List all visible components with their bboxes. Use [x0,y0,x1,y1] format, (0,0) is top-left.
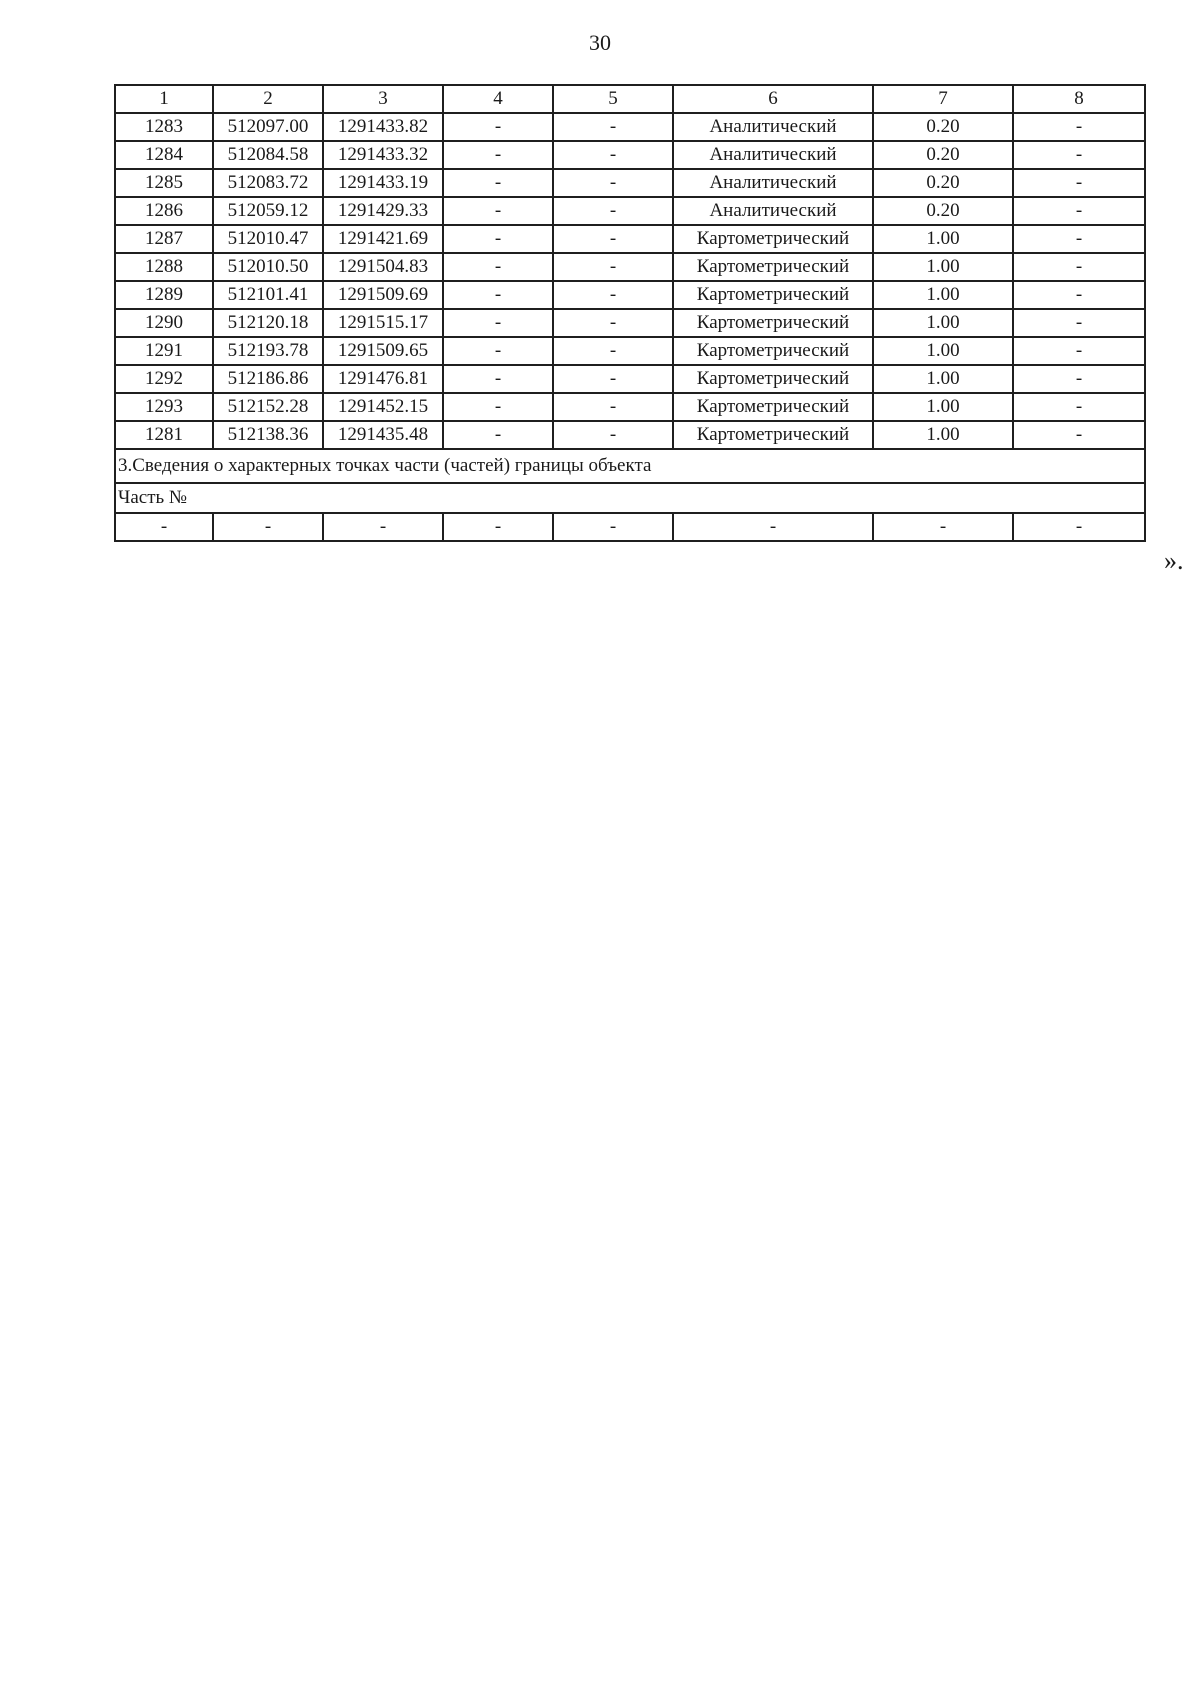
table-cell-col-1: 1286 [115,197,213,225]
table-cell-col-6: - [673,513,873,541]
coordinates-table-container [114,84,1144,542]
table-cell-col-4: - [443,365,553,393]
table-cell-col-6: Картометрический [673,309,873,337]
table-cell-col-5: - [553,393,673,421]
table-cell-col-7: 0.20 [873,113,1013,141]
table-cell-col-7: 1.00 [873,365,1013,393]
table-cell-col-4: - [443,309,553,337]
table-row [115,365,1145,393]
table-cell-col-4: - [443,253,553,281]
table-row [115,337,1145,365]
table-cell-col-3: 1291452.15 [323,393,443,421]
table-cell-col-8: - [1013,365,1145,393]
table-cell-col-6: Картометрический [673,393,873,421]
table-row [115,309,1145,337]
table-cell-col-8: - [1013,421,1145,449]
table-cell-col-8: - [1013,337,1145,365]
table-cell-col-7: 0.20 [873,197,1013,225]
table-cell-col-1: 1292 [115,365,213,393]
table-cell-col-4: - [443,513,553,541]
table-cell-col-1: 1281 [115,421,213,449]
table-cell-col-1: 1289 [115,281,213,309]
table-cell-col-5: - [553,513,673,541]
table-cell-col-7: 1.00 [873,253,1013,281]
table-cell-col-1: 1 [115,85,213,113]
table-cell-col-3: 3 [323,85,443,113]
table-cell-col-8: - [1013,113,1145,141]
table-cell-col-2: 512084.58 [213,141,323,169]
table-cell-col-2: 512193.78 [213,337,323,365]
table-cell-col-8: 8 [1013,85,1145,113]
table-cell-col-4: - [443,225,553,253]
table-cell-col-2: 512120.18 [213,309,323,337]
table-cell-col-3: 1291429.33 [323,197,443,225]
table-cell-col-5: - [553,169,673,197]
table-cell-col-6: Картометрический [673,365,873,393]
table-cell-col-1: - [115,513,213,541]
table-cell-col-2: 2 [213,85,323,113]
table-cell-col-2: 512010.47 [213,225,323,253]
table-cell-col-6: Картометрический [673,421,873,449]
table-cell-col-6: Картометрический [673,281,873,309]
table-cell-col-3: 1291433.19 [323,169,443,197]
table-cell-col-3: 1291433.82 [323,113,443,141]
table-cell-col-1: 1288 [115,253,213,281]
table-cell-col-7: 1.00 [873,337,1013,365]
table-cell-col-2: 512101.41 [213,281,323,309]
table-header-row [115,85,1145,113]
table-cell-col-7: 7 [873,85,1013,113]
table-cell-col-5: - [553,365,673,393]
part-label-row [115,483,1145,513]
table-cell-col-6: Картометрический [673,225,873,253]
table-cell-col-2: 512010.50 [213,253,323,281]
table-cell-col-2: 512097.00 [213,113,323,141]
table-cell-col-4: - [443,421,553,449]
table-row [115,197,1145,225]
table-cell-col-5: - [553,141,673,169]
table-row [115,225,1145,253]
table-cell-col-4: - [443,113,553,141]
part-values-row [115,513,1145,541]
table-cell-col-4: - [443,169,553,197]
table-cell-col-6: Картометрический [673,253,873,281]
table-cell-col-5: - [553,253,673,281]
table-cell-col-6: Аналитический [673,141,873,169]
table-cell-col-6: Аналитический [673,113,873,141]
table-cell-col-4: 4 [443,85,553,113]
table-cell-col-3: 1291509.69 [323,281,443,309]
table-cell-col-4: - [443,393,553,421]
table-cell-col-3: 1291433.32 [323,141,443,169]
table-cell-col-5: - [553,309,673,337]
table-row [115,421,1145,449]
table-cell-col-2: 512059.12 [213,197,323,225]
table-cell-col-8: - [1013,393,1145,421]
table-cell-col-5: - [553,197,673,225]
table-cell-col-2: - [213,513,323,541]
table-cell-col-7: 0.20 [873,141,1013,169]
table-cell-col-1: 1287 [115,225,213,253]
table-cell-col-5: - [553,225,673,253]
closing-quote-mark: ». [1164,546,1184,575]
section-title: 3.Сведения о характерных точках части (частей) границы объекта [115,449,1145,483]
table-cell-col-8: - [1013,513,1145,541]
table-cell-col-1: 1291 [115,337,213,365]
table-cell-col-7: 1.00 [873,225,1013,253]
table-cell-col-7: 1.00 [873,421,1013,449]
table-cell-col-1: 1284 [115,141,213,169]
table-cell-col-1: 1283 [115,113,213,141]
table-cell-col-6: Аналитический [673,197,873,225]
table-cell-col-3: 1291435.48 [323,421,443,449]
table-cell-col-1: 1290 [115,309,213,337]
table-cell-col-7: 0.20 [873,169,1013,197]
table-cell-col-8: - [1013,225,1145,253]
table-row [115,141,1145,169]
table-body [115,85,1145,541]
table-cell-col-5: - [553,113,673,141]
table-cell-col-5: 5 [553,85,673,113]
table-cell-col-2: 512083.72 [213,169,323,197]
table-cell-col-4: - [443,141,553,169]
table-row [115,393,1145,421]
table-cell-col-7: 1.00 [873,393,1013,421]
table-cell-col-1: 1293 [115,393,213,421]
table-row [115,253,1145,281]
table-cell-col-4: - [443,197,553,225]
table-cell-col-4: - [443,337,553,365]
table-cell-col-4: - [443,281,553,309]
table-cell-col-1: 1285 [115,169,213,197]
table-cell-col-3: 1291509.65 [323,337,443,365]
table-cell-col-3: 1291504.83 [323,253,443,281]
table-cell-col-5: - [553,421,673,449]
table-cell-col-7: 1.00 [873,309,1013,337]
page-number: 30 [589,30,611,55]
table-cell-col-2: 512138.36 [213,421,323,449]
table-cell-col-5: - [553,281,673,309]
table-cell-col-6: 6 [673,85,873,113]
table-cell-col-6: Аналитический [673,169,873,197]
table-cell-col-6: Картометрический [673,337,873,365]
table-cell-col-8: - [1013,281,1145,309]
table-row [115,281,1145,309]
table-cell-col-8: - [1013,169,1145,197]
table-cell-col-5: - [553,337,673,365]
table-cell-col-3: 1291421.69 [323,225,443,253]
table-cell-col-2: 512186.86 [213,365,323,393]
table-cell-col-2: 512152.28 [213,393,323,421]
part-label: Часть № [115,483,1145,513]
table-cell-col-8: - [1013,141,1145,169]
coordinates-table [114,84,1146,542]
section-title-row [115,449,1145,483]
table-cell-col-7: 1.00 [873,281,1013,309]
table-cell-col-8: - [1013,197,1145,225]
table-cell-col-3: 1291515.17 [323,309,443,337]
table-row [115,169,1145,197]
table-cell-col-3: - [323,513,443,541]
table-cell-col-8: - [1013,309,1145,337]
table-cell-col-3: 1291476.81 [323,365,443,393]
table-cell-col-8: - [1013,253,1145,281]
table-cell-col-7: - [873,513,1013,541]
table-row [115,113,1145,141]
